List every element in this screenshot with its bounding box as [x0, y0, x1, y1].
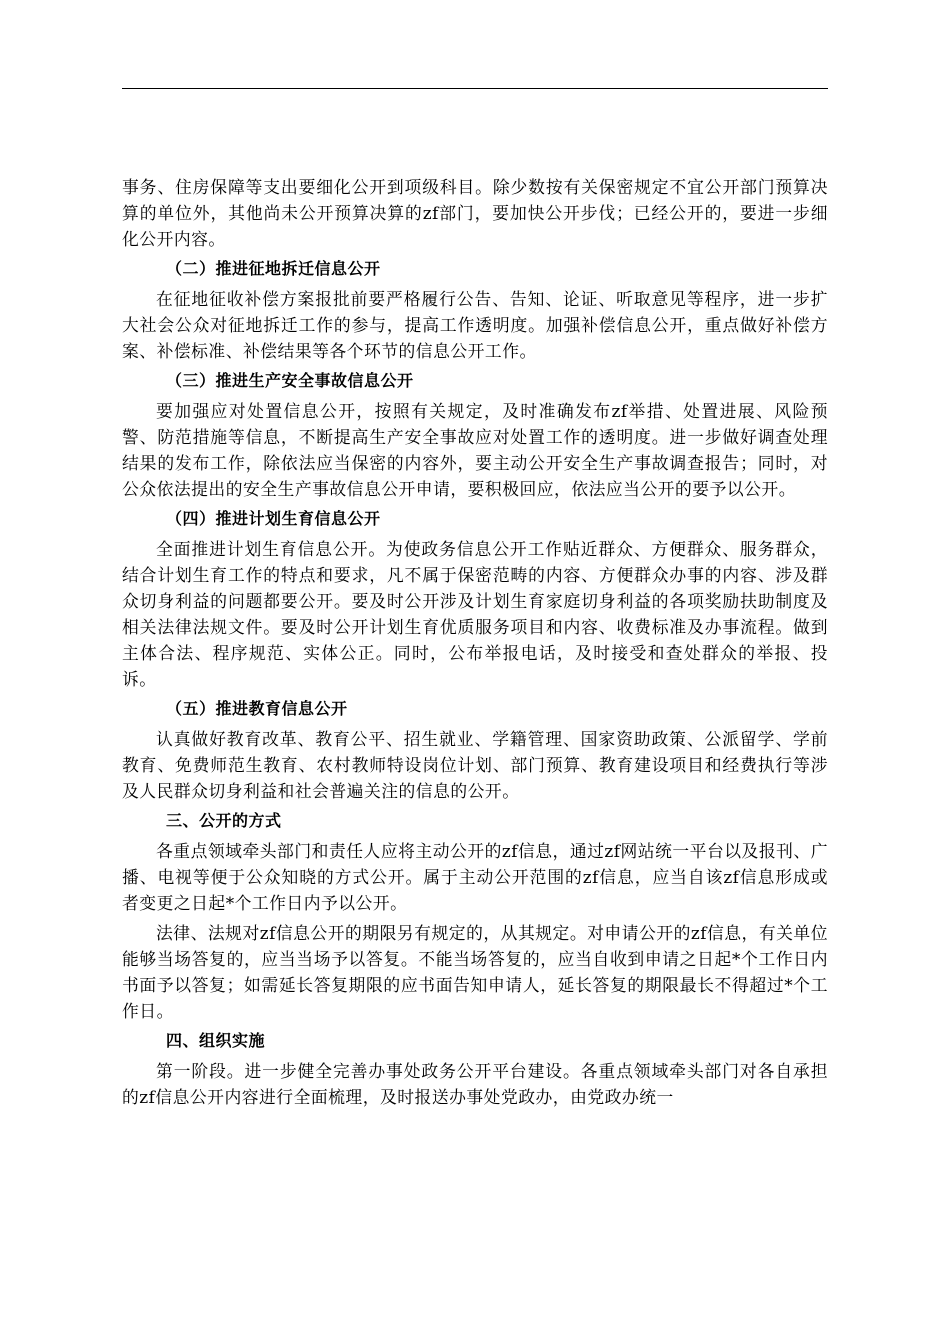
section-heading-implementation: 四、组织实施 [166, 1031, 266, 1050]
section-heading-family-planning: （四）推进计划生育信息公开 [166, 509, 381, 528]
paragraph-implementation-phase-one: 第一阶段。进一步健全完善办事处政务公开平台建设。各重点领域牵头部门对各自承担的zf信息公开内容进行全面梳理，及时报送办事处党政办，由党政办统一 [122, 1061, 828, 1107]
paragraph-education: 认真做好教育改革、教育公平、招生就业、学籍管理、国家资助政策、公派留学、学前教育、免费师范生教育、农村教师特设岗位计划、部门预算、教育建设项目和经费执行等涉及人民群众切身利益和社会普遍关注的信息的公开。 [122, 729, 828, 801]
paragraph-disclosure-methods: 各重点领域牵头部门和责任人应将主动公开的zf信息，通过zf网站统一平台以及报刊、广播、电视等便于公众知晓的方式公开。属于主动公开范围的zf信息，应当自该zf信息形成或者变更之日起*个工作日内予以公开。 [122, 841, 828, 913]
document-body [122, 174, 828, 1111]
section-heading-education: （五）推进教育信息公开 [166, 699, 348, 718]
paragraph-disclosure-deadlines: 法律、法规对zf信息公开的期限另有规定的，从其规定。对申请公开的zf信息，有关单位能够当场答复的，应当当场予以答复。不能当场答复的，应当自收到申请之日起*个工作日内书面予以答复；如需延长答复期限的应书面告知申请人，延长答复的期限最长不得超过*个工作日。 [122, 923, 828, 1021]
section-heading-safety-accidents: （三）推进生产安全事故信息公开 [166, 371, 414, 390]
section-heading-disclosure-methods: 三、公开的方式 [166, 811, 282, 830]
section-heading-land-expropriation: （二）推进征地拆迁信息公开 [166, 259, 381, 278]
paragraph-land-expropriation: 在征地征收补偿方案报批前要严格履行公告、告知、论证、听取意见等程序，进一步扩大社会公众对征地拆迁工作的参与，提高工作透明度。加强补偿信息公开，重点做好补偿方案、补偿标准、补偿结果等各个环节的信息公开工作。 [122, 289, 828, 361]
paragraph-budget-continuation: 事务、住房保障等支出要细化公开到项级科目。除少数按有关保密规定不宜公开部门预算决算的单位外，其他尚未公开预算决算的zf部门，要加快公开步伐；已经公开的，要进一步细化公开内容。 [122, 177, 828, 249]
paragraph-safety-accidents: 要加强应对处置信息公开，按照有关规定，及时准确发布zf举措、处置进展、风险预警、防范措施等信息，不断提高生产安全事故应对处置工作的透明度。进一步做好调查处理结果的发布工作，除依法应当保密的内容外，要主动公开安全生产事故调查报告；同时，对公众依法提出的安全生产事故信息公开申请，要积极回应，依法应当公开的要予以公开。 [122, 401, 828, 499]
paragraph-family-planning: 全面推进计划生育信息公开。为使政务信息公开工作贴近群众、方便群众、服务群众，结合计划生育工作的特点和要求，凡不属于保密范畴的内容、方便群众办事的内容、涉及群众切身利益的问题都要公开。要及时公开涉及计划生育家庭切身利益的各项奖励扶助制度及相关法律法规文件。要及时公开计划生育优质服务项目和内容、收费标准及办事流程。做到主体合法、程序规范、实体公正。同时，公布举报电话，及时接受和查处群众的举报、投诉。 [122, 539, 828, 689]
header-rule [122, 88, 828, 89]
